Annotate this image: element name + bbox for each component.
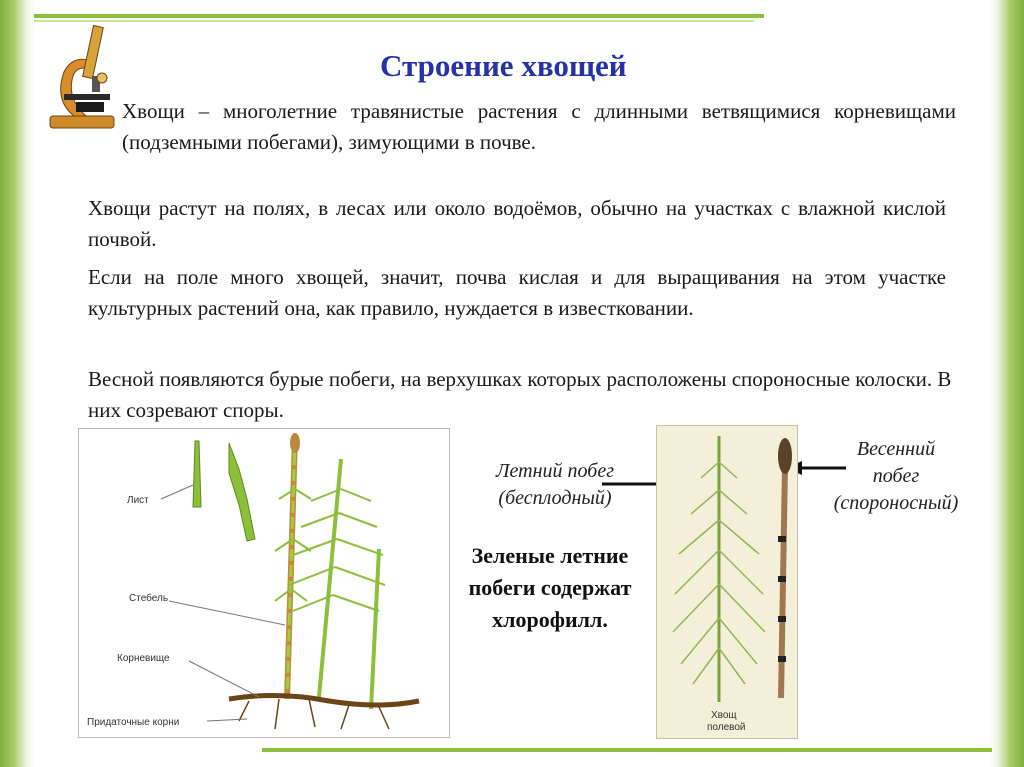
summer-shoot-label-line1: Летний побег (496, 460, 614, 482)
label-rhizome: Корневище (117, 653, 170, 664)
leaf-sprig (193, 441, 255, 541)
label-roots: Придаточные корни (87, 717, 180, 728)
label-stem: Стебель (129, 593, 169, 604)
spring-shoot-label (808, 436, 984, 517)
photo-caption-line1: Хвощ (711, 710, 737, 721)
summer-shoot-label-line2: (бесплодный) (498, 487, 612, 509)
paragraph-habitat: Хвощи растут на полях, в лесах или около водоёмов, обычно на участках с влажной кислой почвой. (88, 196, 946, 251)
paragraph-spring: Весной появляются бурые побеги, на верхушках которых расположены спороносные колоски. В них созревают споры. (88, 367, 952, 422)
chlorophyll-note: Зеленые летние побеги содержат хлорофилл. (468, 543, 632, 632)
spring-shoot-label-line2: побег (872, 465, 920, 487)
paragraph-soil: Если на поле много хвощей, значит, почва кислая и для выращивания на этом участке культурных растений она, как правило, нуждается в известковании. (88, 265, 946, 320)
page-title: Строение хвощей (380, 48, 627, 83)
spring-shoot-label-line3: (спороносный) (833, 492, 959, 514)
bottom-stripe-green (262, 748, 992, 752)
spring-shoot-label-line1: Весенний (856, 438, 936, 460)
horsetail-photo (656, 425, 798, 739)
horsetail-structure-diagram (78, 428, 450, 738)
photo-caption-line2: полевой (707, 722, 746, 733)
label-leaf: Лист (127, 495, 149, 506)
paragraph-intro: Хвощи – многолетние травянистые растения с длинными ветвящимися корневищами (подземными побегами), зимующими в почве. (122, 99, 956, 154)
top-stripe-green (34, 14, 764, 18)
microscope-icon (44, 20, 124, 132)
